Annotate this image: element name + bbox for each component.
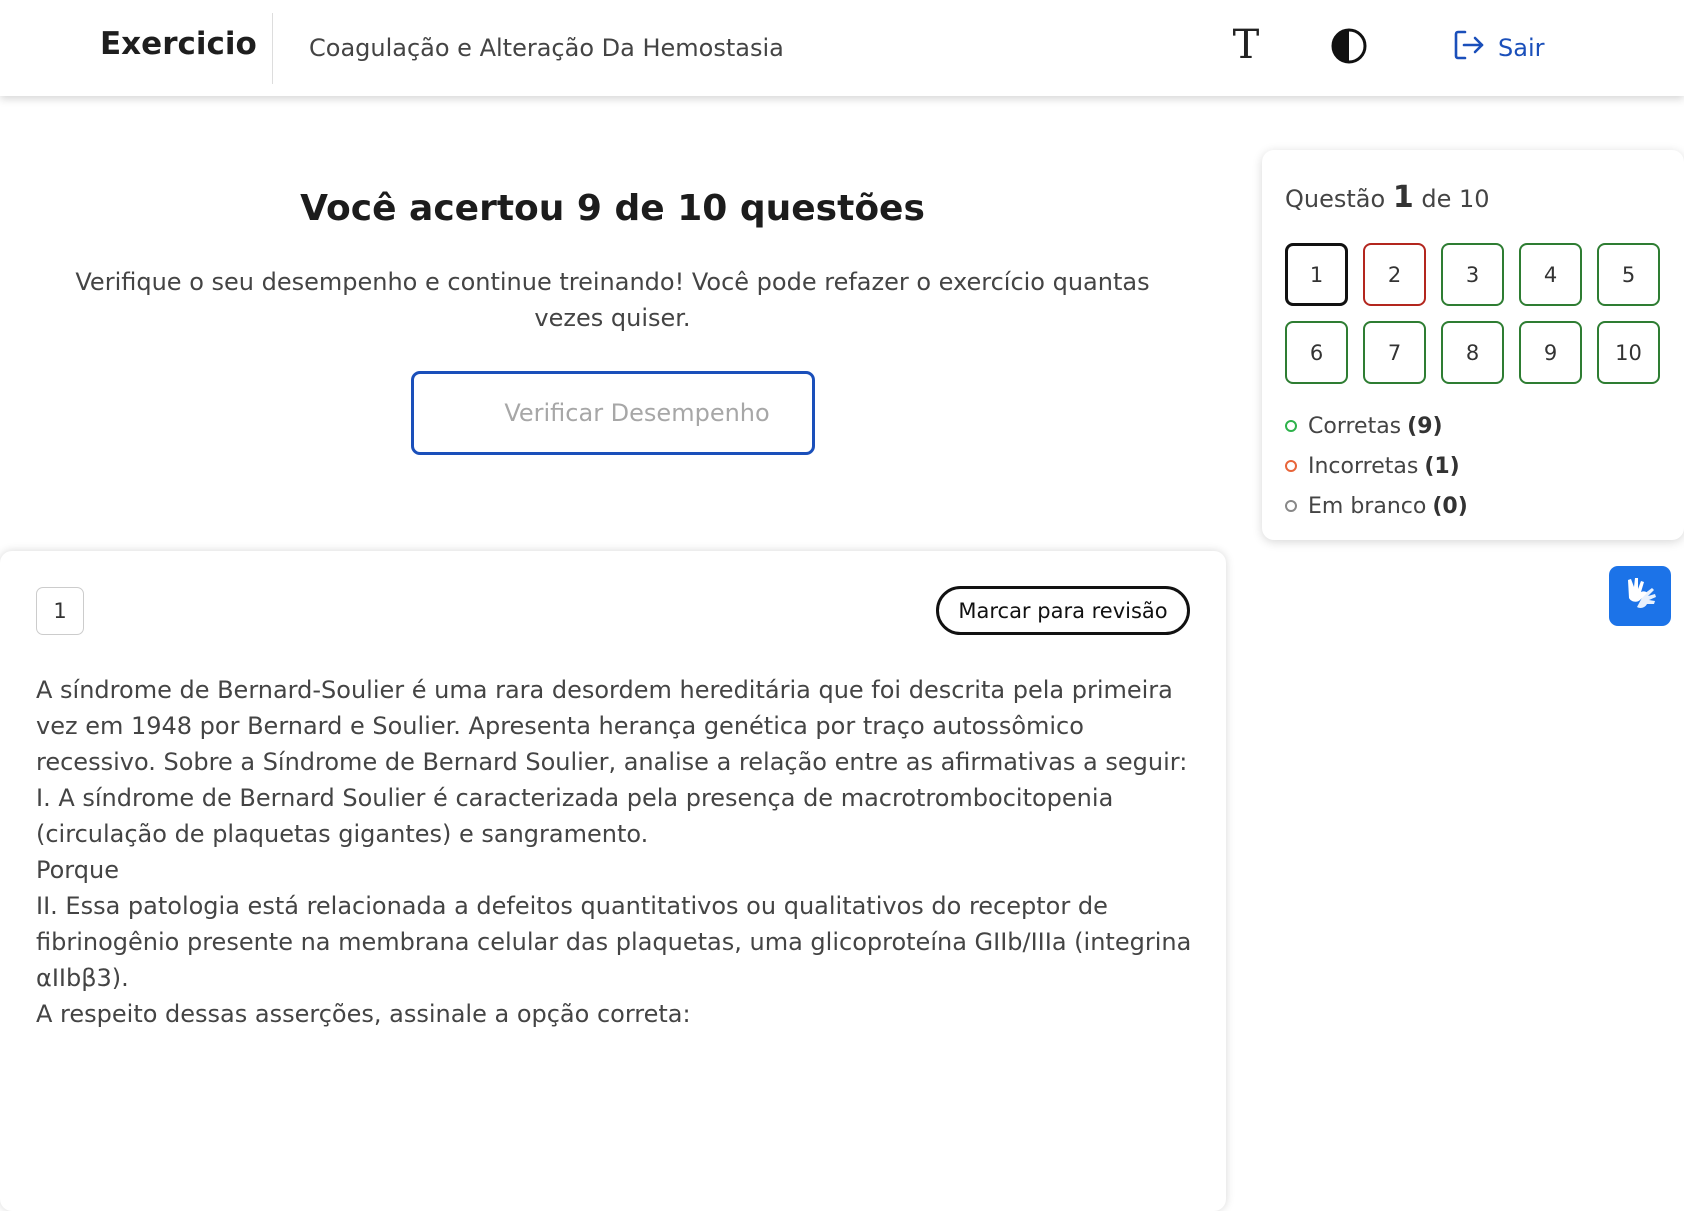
result-subtitle: Verifique o seu desempenho e continue treinando! Você pode refazer o exercício quantas vezes quiser. [75, 268, 1150, 332]
mark-for-review-button[interactable]: Marcar para revisão [936, 586, 1190, 635]
legend-item [1285, 486, 1468, 526]
question-paragraph: I. A síndrome de Bernard Soulier é caracterizada pela presença de macrotrombocitopenia (circulação de plaquetas gigantes) e sangramento. [36, 784, 1114, 848]
contrast-icon[interactable] [1330, 27, 1368, 65]
question-navigator [1262, 150, 1684, 540]
legend-count: (9) [1407, 413, 1443, 439]
question-counter-current: 1 [1392, 180, 1414, 215]
question-counter-suffix: de 10 [1421, 185, 1490, 213]
sign-language-icon [1620, 574, 1660, 619]
logout-label: Sair [1498, 34, 1545, 62]
header-divider [272, 13, 273, 84]
question-nav-button[interactable]: 6 [1285, 321, 1348, 384]
exercise-subject: Coagulação e Alteração Da Hemostasia [309, 34, 784, 62]
top-bar [0, 0, 1684, 96]
question-card [0, 551, 1226, 1211]
legend-label: Corretas [1308, 413, 1402, 439]
question-nav-button[interactable]: 9 [1519, 321, 1582, 384]
app-title: Exercicio [100, 26, 257, 62]
question-nav-button[interactable]: 4 [1519, 243, 1582, 306]
legend-item [1285, 446, 1468, 486]
question-paragraph: A síndrome de Bernard-Soulier é uma rara desordem hereditária que foi descrita pela primeira vez em 1948 por Bernard e Soulier. Apresenta herança genética por traço autossômico recessivo. Sobre a Síndrome de Bernard Soulier, analise a relação entre as afirmativas a seguir: [36, 676, 1188, 776]
legend-count: (0) [1432, 493, 1468, 519]
result-title: Você acertou 9 de 10 questões [300, 188, 925, 229]
question-number-badge: 1 [36, 587, 84, 635]
question-paragraph: II. Essa patologia está relacionada a defeitos quantitativos ou qualitativos do receptor de fibrinogênio presente na membrana celular das plaquetas, uma glicoproteína GIIb/IIIa (integrina αIIbβ3). [36, 892, 1192, 992]
font-size-icon[interactable] [1228, 20, 1264, 70]
status-dot-icon [1285, 460, 1297, 472]
question-paragraph: Porque [36, 856, 119, 884]
question-statement [36, 672, 1196, 1032]
accessibility-button[interactable] [1609, 566, 1671, 626]
question-nav-button[interactable]: 10 [1597, 321, 1660, 384]
status-legend [1285, 406, 1468, 526]
font-size-glyph: T [1232, 22, 1260, 68]
logout-button[interactable] [1452, 28, 1544, 68]
legend-label: Incorretas [1308, 453, 1419, 479]
question-counter [1285, 180, 1490, 215]
question-nav-button[interactable]: 3 [1441, 243, 1504, 306]
status-dot-icon [1285, 500, 1297, 512]
legend-label: Em branco [1308, 493, 1427, 519]
question-nav-button[interactable]: 1 [1285, 243, 1348, 306]
question-nav-button[interactable]: 7 [1363, 321, 1426, 384]
legend-count: (1) [1424, 453, 1460, 479]
question-nav-button[interactable]: 2 [1363, 243, 1426, 306]
logout-icon [1452, 28, 1486, 68]
question-nav-button[interactable]: 8 [1441, 321, 1504, 384]
question-nav-button[interactable]: 5 [1597, 243, 1660, 306]
verify-performance-button[interactable]: Verificar Desempenho [411, 371, 815, 455]
status-dot-icon [1285, 420, 1297, 432]
question-paragraph: A respeito dessas asserções, assinale a opção correta: [36, 1000, 691, 1028]
question-counter-prefix: Questão [1285, 185, 1386, 213]
question-grid [1285, 243, 1675, 384]
legend-item [1285, 406, 1468, 446]
